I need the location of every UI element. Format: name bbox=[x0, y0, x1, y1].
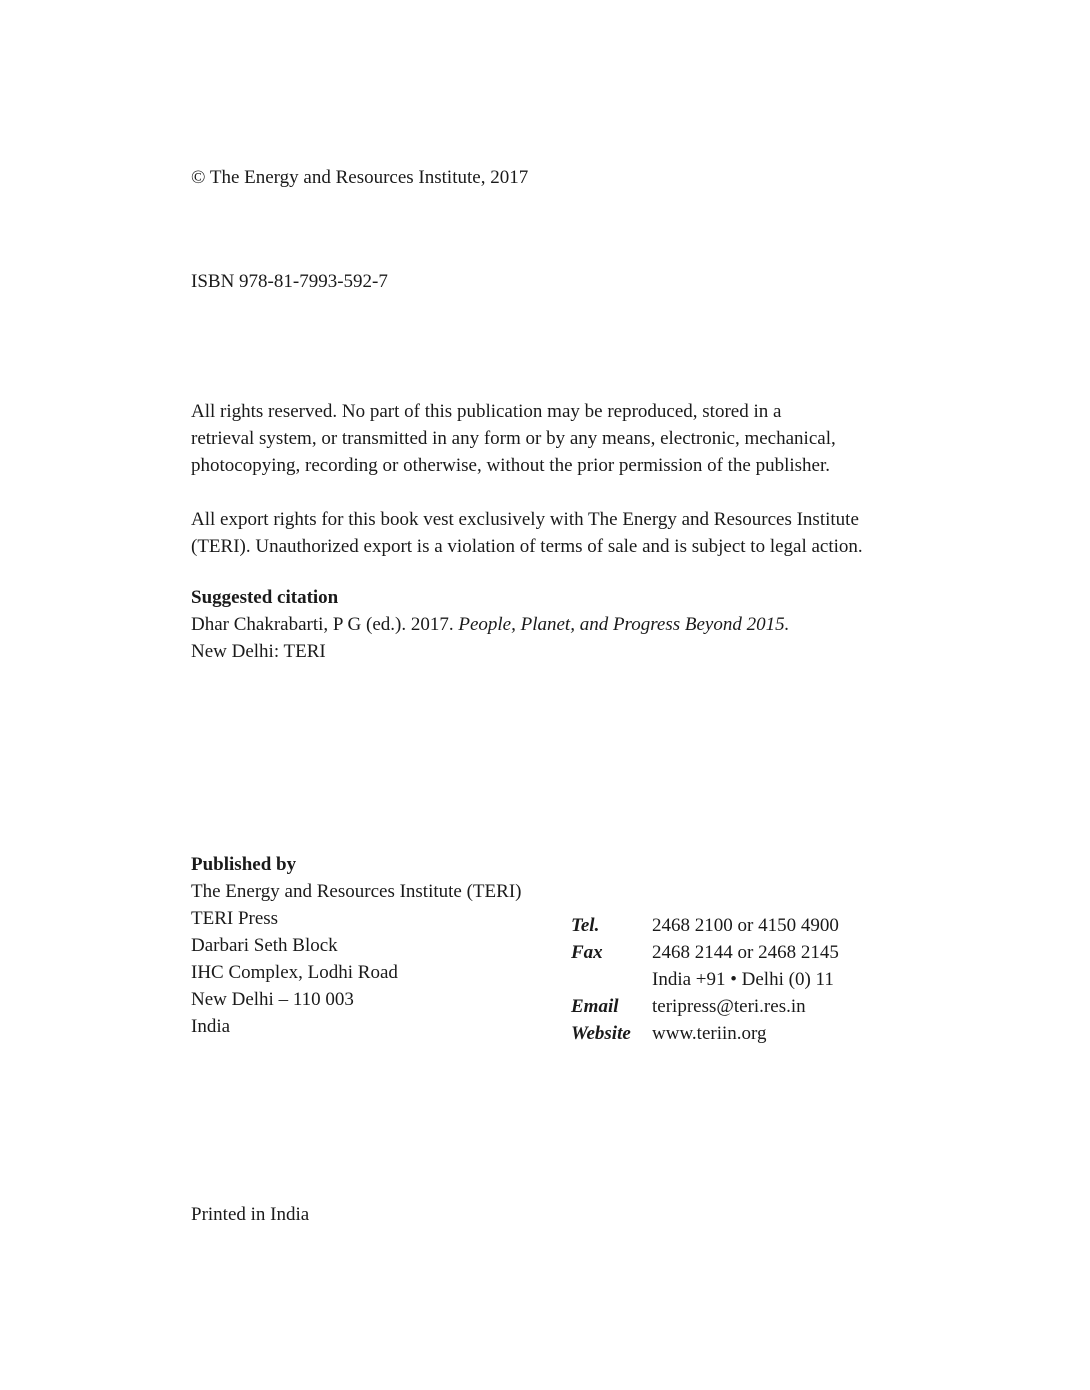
contact-value: teripress@teri.res.in bbox=[652, 996, 806, 1017]
rights-line: retrieval system, or transmitted in any form or by any means, electronic, mechanical, bbox=[191, 428, 836, 449]
contact-row-fax bbox=[571, 939, 891, 966]
publisher-line: Darbari Seth Block bbox=[191, 935, 338, 956]
publisher-line: TERI Press bbox=[191, 908, 279, 929]
contact-value: India +91 • Delhi (0) 11 bbox=[652, 969, 834, 990]
publisher-line: New Delhi – 110 003 bbox=[191, 989, 354, 1010]
citation-text bbox=[191, 611, 911, 638]
copyright-notice: © The Energy and Resources Institute, 2017 bbox=[191, 167, 529, 188]
citation-heading: Suggested citation bbox=[191, 587, 339, 608]
publisher-line: The Energy and Resources Institute (TERI) bbox=[191, 881, 522, 902]
contact-row-email bbox=[571, 993, 891, 1020]
rights-line: All rights reserved. No part of this publication may be reproduced, stored in a bbox=[191, 401, 782, 422]
publisher-heading: Published by bbox=[191, 854, 297, 875]
isbn-number: ISBN 978-81-7993-592-7 bbox=[191, 271, 388, 292]
publisher-address bbox=[191, 851, 571, 1040]
contact-label: Fax bbox=[571, 942, 603, 963]
publisher-line: IHC Complex, Lodhi Road bbox=[191, 962, 398, 983]
contact-value: www.teriin.org bbox=[652, 1023, 767, 1044]
export-rights-paragraph bbox=[191, 506, 911, 560]
contact-label bbox=[571, 966, 652, 993]
rights-line: photocopying, recording or otherwise, without the prior permission of the publisher. bbox=[191, 455, 831, 476]
contact-row-website bbox=[571, 1020, 891, 1047]
contact-row-tel bbox=[571, 912, 891, 939]
publisher-line: India bbox=[191, 1016, 231, 1037]
contact-label: Email bbox=[571, 996, 619, 1017]
export-line: (TERI). Unauthorized export is a violation of terms of sale and is subject to legal action. bbox=[191, 536, 863, 557]
citation-author: Dhar Chakrabarti, P G (ed.). 2017. bbox=[191, 614, 459, 635]
printed-in-notice: Printed in India bbox=[191, 1204, 310, 1225]
citation-title: People, Planet, and Progress Beyond 2015. bbox=[458, 614, 790, 635]
citation-place: New Delhi: TERI bbox=[191, 641, 326, 662]
contact-label: Tel. bbox=[571, 915, 600, 936]
export-line: All export rights for this book vest exclusively with The Energy and Resources Institute bbox=[191, 509, 859, 530]
publisher-contacts bbox=[571, 912, 891, 1047]
contact-value: 2468 2144 or 2468 2145 bbox=[652, 942, 839, 963]
rights-reserved-paragraph bbox=[191, 398, 911, 479]
contact-label: Website bbox=[571, 1023, 631, 1044]
suggested-citation bbox=[191, 584, 911, 665]
contact-row-dialing-code bbox=[571, 966, 891, 993]
contact-value: 2468 2100 or 4150 4900 bbox=[652, 915, 839, 936]
